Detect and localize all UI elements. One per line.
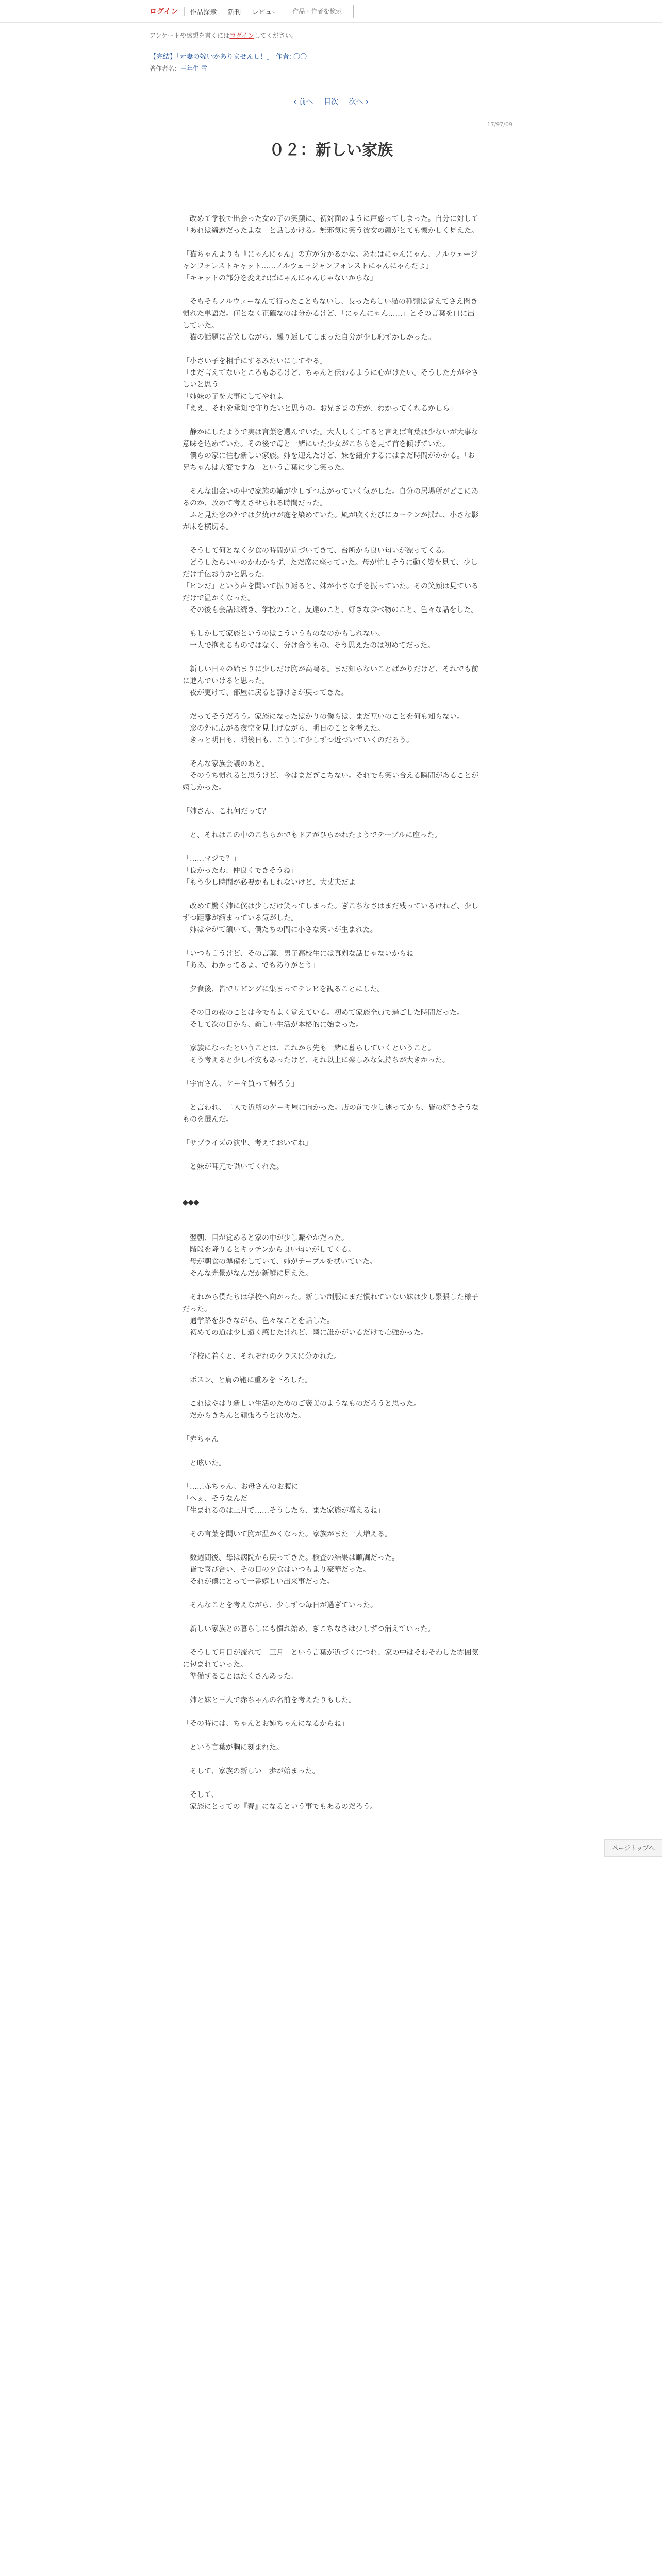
chapter-pager-top bbox=[150, 96, 512, 107]
body-paragraph: そう考えると少し不安もあったけど、それ以上に楽しみな気持ちが大きかった。 bbox=[183, 1056, 450, 1064]
body-paragraph: そのうち慣れると思うけど、今はまだぎこちない。それでも笑い合える瞬間があることが嬉しかった。 bbox=[183, 772, 478, 792]
body-paragraph: 「赤ちゃん」 bbox=[183, 1435, 226, 1444]
body-paragraph: 「宇宙さん、ケーキ買って帰ろう」 bbox=[183, 1080, 299, 1088]
body-paragraph: 「その時には、ちゃんとお姉ちゃんになるからね」 bbox=[183, 1720, 349, 1728]
body-paragraph: ポスン、と肩の鞄に重みを下ろした。 bbox=[183, 1376, 312, 1384]
body-paragraph bbox=[183, 1031, 479, 1043]
body-paragraph: 母が朝食の準備をしていて、姉がテーブルを拭いていた。 bbox=[183, 1258, 377, 1266]
body-paragraph: どうしたらいいのかわからず、ただ席に座っていた。母が忙しそうに動く姿を見て、少しだけ手伝おうかと思った。 bbox=[183, 558, 478, 579]
body-paragraph bbox=[183, 533, 479, 545]
body-paragraph: だからきちんと頑張ろうと決めた。 bbox=[183, 1412, 305, 1420]
login-notice bbox=[150, 31, 512, 40]
body-paragraph bbox=[183, 474, 479, 486]
body-paragraph: そんな光景がなんだか新鮮に見えた。 bbox=[183, 1269, 312, 1278]
body-paragraph bbox=[183, 1588, 479, 1600]
body-paragraph: それが僕にとって一番嬉しい出来事だった。 bbox=[183, 1578, 334, 1586]
body-paragraph bbox=[183, 1446, 479, 1458]
body-paragraph bbox=[183, 1173, 479, 1185]
body-paragraph: 姉はやがて頷いて、僕たちの間に小さな笑いが生まれた。 bbox=[183, 926, 377, 934]
body-paragraph bbox=[183, 1540, 479, 1552]
body-paragraph bbox=[183, 1730, 479, 1742]
body-paragraph bbox=[183, 699, 479, 711]
body-paragraph bbox=[183, 1683, 479, 1694]
body-paragraph: と言われ、二人で近所のケーキ屋に向かった。店の前で少し迷ってから、皆の好きそうなものを選んだ。 bbox=[183, 1104, 479, 1124]
body-paragraph bbox=[183, 794, 479, 806]
notice-prefix: アンケートや感想を書くには bbox=[150, 32, 230, 39]
body-paragraph: 「ああ、わかってるよ。でもありがとう」 bbox=[183, 961, 320, 970]
body-paragraph: そんな家族会議のあと。 bbox=[183, 760, 269, 768]
body-paragraph bbox=[183, 1149, 479, 1161]
body-paragraph bbox=[183, 972, 479, 984]
body-paragraph: 「猫ちゃんよりも『にゃんにゃん』の方が分かるかな。あれはにゃんにゃん、ノルウェージャンフォレストキャット……ノルウェージャンフォレストにゃんにゃんだよ」 bbox=[183, 250, 478, 270]
body-paragraph: 家族にとっての『春』になるという事でもあるのだろう。 bbox=[183, 1803, 377, 1811]
body-paragraph: これはやはり新しい生活のためのご褒美のようなものだろうと思った。 bbox=[183, 1400, 421, 1408]
body-paragraph: その日の夜のことは今でもよく覚えている。初めて家族全員で過ごした時間だった。 bbox=[183, 1009, 464, 1017]
body-paragraph: 通学路を歩きながら、色々なことを話した。 bbox=[183, 1317, 334, 1325]
body-paragraph bbox=[183, 284, 479, 296]
body-paragraph: 「……マジで？」 bbox=[183, 855, 240, 863]
body-paragraph bbox=[183, 818, 479, 829]
body-paragraph: 「小さい子を相手にするみたいにしてやる」 bbox=[183, 357, 327, 365]
chapter-title: ０２：新しい家族 bbox=[269, 141, 393, 159]
author-prefix: 著作者名： bbox=[150, 65, 181, 72]
body-paragraph: もしかして家族というのはこういうものなのかもしれない。 bbox=[183, 630, 385, 638]
body-paragraph: 僕らの家に住む新しい家族。姉を迎えたけど、妹を紹介するにはまだ時間がかかる。「お兄ちゃんは大変ですね」という言葉に少し笑った。 bbox=[183, 452, 475, 472]
body-paragraph bbox=[183, 1754, 479, 1766]
body-paragraph bbox=[183, 1126, 479, 1138]
nav-review[interactable]: レビュー bbox=[246, 7, 284, 16]
body-paragraph bbox=[183, 841, 479, 853]
body-paragraph: 学校に着くと、それぞれのクラスに分かれた。 bbox=[183, 1352, 341, 1361]
body-paragraph: と妹が耳元で囁いてくれた。 bbox=[183, 1163, 284, 1171]
body-paragraph bbox=[183, 652, 479, 664]
body-paragraph: 一人で抱えるものではなく、分け合うもの。そう思えたのは初めてだった。 bbox=[183, 641, 435, 650]
nav-explore[interactable]: 作品探索 bbox=[184, 7, 222, 16]
body-paragraph: 「……赤ちゃん、お母さんのお腹に」 bbox=[183, 1483, 306, 1491]
top-navigation-bar bbox=[0, 0, 662, 23]
body-paragraph bbox=[183, 1090, 479, 1102]
body-paragraph bbox=[183, 995, 479, 1007]
body-paragraph: 静かにしたようで実は言葉を選んでいた。大人しくしてると言えば言葉は少ないが大事な意味を込めていた。その後で母と一緒にいた少女がこちらを見て首を傾げていた。 bbox=[183, 428, 478, 448]
body-paragraph: 姉と妹と三人で赤ちゃんの名前を考えたりもした。 bbox=[183, 1696, 356, 1704]
author-link[interactable]: 三年生 雪 bbox=[180, 65, 207, 72]
body-paragraph: そんなことを考えながら、少しずつ毎日が過ぎていった。 bbox=[183, 1601, 377, 1609]
body-paragraph: という言葉が胸に刻まれた。 bbox=[183, 1743, 284, 1752]
main-content bbox=[150, 31, 512, 1813]
body-paragraph: 階段を降りるとキッチンから良い匂いがしてくる。 bbox=[183, 1246, 356, 1254]
body-paragraph bbox=[183, 1221, 479, 1232]
body-paragraph: ふと見た窓の外では夕焼けが庭を染めていた。風が吹くたびにカーテンが揺れ、小さな影が床を横切る。 bbox=[183, 511, 479, 531]
nav-new[interactable]: 新刊 bbox=[222, 7, 246, 16]
next-chapter-link[interactable]: 次へ › bbox=[349, 98, 369, 106]
body-paragraph: そうして何となく夕食の時間が近づいてきて、台所から良い匂いが漂ってくる。 bbox=[183, 547, 450, 555]
search-input[interactable] bbox=[289, 5, 354, 18]
body-paragraph: 改めて学校で出会った女の子の笑顔に、初対面のように戸惑ってしまった。自分に対して「あれは綺麗だったよな」と話しかける。無邪気に笑う彼女の顔がとても懐かしく見えた。 bbox=[183, 215, 478, 235]
body-paragraph bbox=[183, 1777, 479, 1789]
body-paragraph: 「姉さん、これ何だって？」 bbox=[183, 807, 277, 816]
body-paragraph: 家族になったということは、これから先も一緒に暮らしていくということ。 bbox=[183, 1044, 435, 1053]
page-top-button[interactable]: ページトップへ bbox=[604, 1839, 662, 1857]
body-paragraph bbox=[183, 415, 479, 427]
chapter-body bbox=[150, 213, 512, 1813]
body-paragraph: 夜が更けて、部屋に戻ると静けさが戻ってきた。 bbox=[183, 689, 349, 697]
login-link[interactable]: ログイン bbox=[150, 8, 178, 16]
body-paragraph: 窓の外に広がる夜空を見上げながら、明日のことを考えた。 bbox=[183, 724, 385, 733]
notice-suffix: してください。 bbox=[254, 32, 297, 39]
body-paragraph bbox=[183, 1066, 479, 1078]
body-paragraph bbox=[183, 1363, 479, 1375]
work-title-link[interactable]: 【完結】「元妻の嫁いかありませんし！」 作者: 〇〇 bbox=[150, 53, 307, 61]
body-paragraph bbox=[183, 616, 479, 628]
body-paragraph bbox=[183, 1706, 479, 1718]
body-paragraph: そして、家族の新しい一歩が始まった。 bbox=[183, 1767, 320, 1775]
body-paragraph: 「ええ、それを承知で守りたいと思うの。お兄さまの方が、わかってくれるかしら」 bbox=[183, 404, 457, 413]
body-paragraph bbox=[183, 936, 479, 948]
body-paragraph bbox=[183, 1280, 479, 1292]
body-paragraph bbox=[183, 1612, 479, 1623]
body-paragraph: きっと明日も、明後日も、こうして少しずつ近づいていくのだろう。 bbox=[183, 736, 413, 744]
body-paragraph: 「ピンだ」という声を聞いて振り返ると、妹が小さな手を振っていた。その笑顔は見ているだけで温かくなった。 bbox=[183, 582, 478, 602]
body-paragraph: 「へぇ、そうなんだ」 bbox=[183, 1495, 255, 1503]
body-paragraph bbox=[183, 1422, 479, 1434]
body-paragraph: それから僕たちは学校へ向かった。新しい制服にまだ慣れていない妹は少し緊張した様子だった。 bbox=[183, 1293, 478, 1313]
body-paragraph: 「もう少し時間が必要かもしれないけど、大丈夫だよ」 bbox=[183, 878, 363, 887]
body-paragraph: 「良かったわ、仲良くできそうね」 bbox=[183, 867, 298, 875]
body-paragraph: その後も会話は続き、学校のこと、友達のこと、好きな食べ物のこと、色々な話をした。 bbox=[183, 606, 478, 614]
body-paragraph bbox=[183, 747, 479, 758]
body-paragraph: と呟いた。 bbox=[183, 1459, 226, 1467]
body-paragraph: 猫の話題に苦笑しながら、繰り返してしまった自分が少し恥ずかしかった。 bbox=[183, 333, 435, 342]
work-meta bbox=[150, 64, 512, 73]
body-paragraph: そして、 bbox=[183, 1791, 219, 1799]
body-paragraph bbox=[183, 237, 479, 249]
topbar-inner bbox=[150, 4, 354, 19]
body-paragraph bbox=[183, 344, 479, 355]
body-paragraph: 皆で喜び合い、その日の夕食はいつもより豪華だった。 bbox=[183, 1566, 370, 1574]
body-paragraph: 夕食後、皆でリビングに集まってテレビを観ることにした。 bbox=[183, 985, 385, 993]
body-paragraph: そんな出会いの中で家族の輪が少しずつ広がっていく気がした。自分の居場所がどこにあるのか、改めて考えさせられる時間だった。 bbox=[183, 487, 478, 507]
body-paragraph: 新しい日々の始まりに少しだけ胸が高鳴る。まだ知らないことばかりだけど、それでも前に進んでいけると思った。 bbox=[183, 665, 478, 685]
body-paragraph bbox=[183, 1635, 479, 1647]
body-paragraph: 「キャットの部分を変えればにゃんにゃんじゃないからな」 bbox=[183, 274, 377, 282]
body-paragraph bbox=[183, 1469, 479, 1481]
body-paragraph bbox=[183, 1386, 479, 1398]
body-paragraph: 新しい家族との暮らしにも慣れ始め、ぎこちなさは少しずつ消えていった。 bbox=[183, 1625, 435, 1633]
body-paragraph: その言葉を聞いて胸が温かくなった。家族がまた一人増える。 bbox=[183, 1530, 392, 1538]
body-paragraph bbox=[183, 1339, 479, 1351]
toc-link[interactable]: 目次 bbox=[324, 98, 338, 106]
body-paragraph: と、それはこの中のこちらかでもドアがひらかれたようでテーブルに座った。 bbox=[183, 831, 442, 839]
body-paragraph: 準備することはたくさんあった。 bbox=[183, 1672, 298, 1681]
body-paragraph: 「サプライズの演出、考えておいてね」 bbox=[183, 1139, 312, 1147]
body-paragraph: 数週間後、母は病院から戻ってきた。検査の結果は順調だった。 bbox=[183, 1554, 399, 1562]
prev-chapter-link[interactable]: ‹ 前へ bbox=[293, 98, 313, 106]
body-paragraph: 改めて驚く姉に僕は少しだけ笑ってしまった。ぎこちなさはまだ残っているけれど、少しずつ距離が縮まっている気がした。 bbox=[183, 902, 478, 922]
body-paragraph: 「姉妹の子を大事にしてやれよ」 bbox=[183, 393, 291, 401]
body-paragraph bbox=[183, 889, 479, 901]
body-paragraph: そうして月日が流れて「三月」という言葉が近づくにつれ、家の中はそわそわした雰囲気に包まれていった。 bbox=[183, 1649, 479, 1669]
body-paragraph: 初めての道は少し遠く感じたけれど、隣に誰かがいるだけで心強かった。 bbox=[183, 1329, 428, 1337]
body-paragraph: 「まだ言えてないところもあるけど、ちゃんと伝わるように心がけたい。そうした方がやさしいと思う」 bbox=[183, 369, 478, 389]
body-paragraph: 翌朝、目が覚めると家の中が少し賑やかだった。 bbox=[183, 1234, 349, 1242]
body-paragraph: だってそうだろう。家族になったばかりの僕らは、まだ互いのことを何も知らない。 bbox=[183, 713, 464, 721]
body-paragraph: そして次の日から、新しい生活が本格的に始まった。 bbox=[183, 1021, 363, 1029]
body-paragraph bbox=[183, 1517, 479, 1529]
chapter-number: 17/97/09 bbox=[487, 121, 512, 128]
body-paragraph: 「いつも言うけど、その言葉、男子高校生には真剣な話じゃないからね」 bbox=[183, 950, 421, 958]
body-paragraph: ◆◆◆ bbox=[183, 1198, 200, 1207]
body-paragraph: 「生まれるのは三月で……そうしたら、また家族が増えるね」 bbox=[183, 1506, 385, 1515]
body-paragraph: そもそもノルウェーなんて行ったこともないし、長ったらしい猫の種類は覚えてさえ聞き慣れた単語だ。何となく正確なのは分かるけど、「にゃんにゃん……」とその言葉を口に出していた。 bbox=[183, 298, 478, 330]
notice-login-link[interactable]: ログイン bbox=[229, 32, 254, 39]
